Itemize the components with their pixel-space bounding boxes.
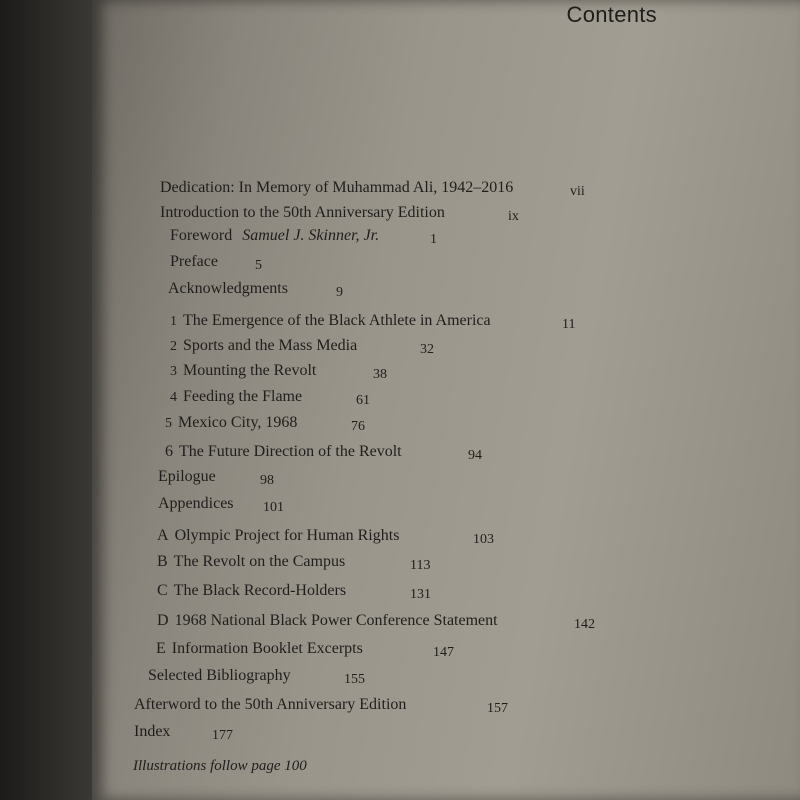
- toc-entry-number: 1: [170, 314, 177, 329]
- toc-entry-number: 2: [170, 339, 177, 354]
- toc-entry: [157, 525, 494, 549]
- toc-entry: [170, 360, 387, 384]
- toc-entry-page-number: 113: [410, 558, 431, 573]
- toc-entry: [134, 721, 233, 745]
- toc-entry-page-number: 1: [430, 232, 437, 247]
- toc-entry-title: Introduction to the 50th Anniversary Edition: [160, 204, 445, 221]
- toc-entry-title: Information Booklet Excerpts: [171, 640, 363, 657]
- illustrations-note: Illustrations follow page 100: [133, 758, 307, 774]
- toc-entry-page-number: 32: [420, 342, 434, 357]
- toc-entry-title: Mounting the Revolt: [183, 362, 317, 379]
- toc-entry: [157, 580, 431, 604]
- toc-entry-author: Samuel J. Skinner, Jr.: [242, 227, 380, 244]
- toc-entry-page-number: 98: [260, 473, 274, 488]
- toc-entry-page-number: 38: [373, 367, 387, 382]
- toc-entry: [160, 177, 585, 201]
- toc-entry-page-number: 157: [487, 701, 508, 716]
- toc-entry-page-number: 76: [351, 419, 365, 434]
- toc-entry-title: Appendices: [158, 495, 234, 512]
- toc-entry-title: 1968 National Black Power Conference Statement: [174, 612, 498, 629]
- toc-entry-number: A: [157, 527, 169, 544]
- toc-entry-number: 6: [165, 443, 173, 460]
- toc-entry: [165, 412, 365, 436]
- toc-entry: [160, 202, 519, 226]
- toc-entry-page-number: ix: [508, 209, 519, 224]
- toc-entry: [170, 335, 434, 359]
- toc-entry-title: Selected Bibliography: [148, 667, 291, 684]
- toc-entry-page-number: 103: [473, 532, 494, 547]
- toc-entry-page-number: vii: [570, 184, 585, 199]
- toc-entry: [156, 638, 454, 662]
- toc-entry: [170, 251, 262, 275]
- toc-entry: [170, 225, 437, 249]
- toc-entry-title: The Black Record-Holders: [173, 582, 347, 599]
- toc-entry-title: Dedication: In Memory of Muhammad Ali, 1942–2016: [160, 179, 514, 196]
- toc-entry-title: Preface: [170, 253, 218, 270]
- toc-entry-page-number: 155: [344, 672, 365, 687]
- toc-entry-page-number: 147: [433, 645, 454, 660]
- toc-entry: [134, 694, 508, 718]
- toc-entry-number: E: [156, 640, 166, 657]
- toc-entry-page-number: 142: [574, 617, 595, 632]
- toc-entry-title: Mexico City, 1968: [178, 414, 298, 431]
- toc-entry-title: Acknowledgments: [168, 280, 288, 297]
- page-title: Contents: [566, 2, 657, 27]
- toc-entry: [165, 441, 482, 465]
- toc-entry: [170, 310, 576, 334]
- toc-entry-page-number: 11: [562, 317, 576, 332]
- toc-entry-page-number: 177: [212, 728, 233, 743]
- toc-entry-title: Feeding the Flame: [183, 388, 303, 405]
- toc-entry-number: D: [157, 612, 169, 629]
- toc-entry-page-number: 61: [356, 393, 370, 408]
- toc-entry-title: Foreword: [170, 227, 233, 244]
- toc-entry-title: Index: [134, 723, 171, 740]
- toc-entry: [170, 386, 370, 410]
- toc-entry-number: C: [157, 582, 168, 599]
- toc-entry-number: 4: [170, 390, 177, 405]
- toc-entry-page-number: 9: [336, 285, 343, 300]
- toc-entry-page-number: 5: [255, 258, 262, 273]
- toc-entry-number: 3: [170, 364, 177, 379]
- toc-entry-title: The Revolt on the Campus: [173, 553, 346, 570]
- toc-entry-title: Sports and the Mass Media: [183, 337, 358, 354]
- toc-entry: [148, 665, 365, 689]
- toc-entry-title: Olympic Project for Human Rights: [174, 527, 400, 544]
- toc-entry-page-number: 131: [410, 587, 431, 602]
- toc-entry-title: The Future Direction of the Revolt: [179, 443, 402, 460]
- toc-entry: [168, 278, 343, 302]
- toc-entry-page-number: 94: [468, 448, 482, 463]
- toc-entry-number: 5: [165, 416, 172, 431]
- book-spine-shadow: [0, 0, 96, 800]
- toc-entry: [158, 493, 284, 517]
- toc-entry: [157, 551, 431, 575]
- toc-entry-title: Epilogue: [158, 468, 216, 485]
- toc-entry: [157, 610, 595, 634]
- toc-entry-title: The Emergence of the Black Athlete in America: [183, 312, 491, 329]
- toc-entry-number: B: [157, 553, 168, 570]
- toc-entry: [158, 466, 274, 490]
- toc-entry-page-number: 101: [263, 500, 284, 515]
- toc-entry-title: Afterword to the 50th Anniversary Edition: [134, 696, 407, 713]
